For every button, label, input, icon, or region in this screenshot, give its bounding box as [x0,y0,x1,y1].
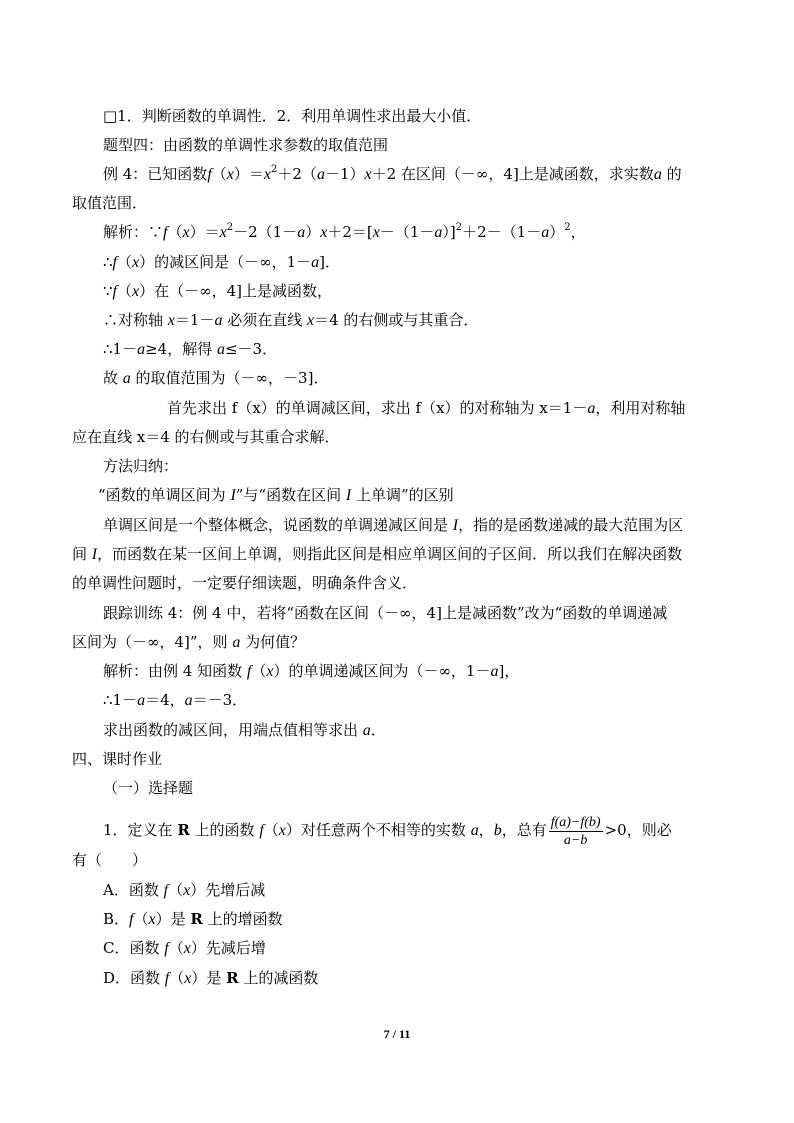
text: 例 4：已知函数 [103,165,208,183]
text: ＝4 的右侧或与其重合． [314,311,479,329]
math-var: x [183,940,191,957]
text: ）的减区间是（－∞，1－ [139,253,312,271]
text: 单调区间是一个整体概念，说函数的单调递减区间是 [103,516,453,534]
method-summary-line-2 [72,544,682,564]
math-var: I [345,487,352,504]
math-var: f [112,283,117,300]
text: ）＝ [233,165,264,183]
math-var: f [259,822,264,839]
text: 区间为（－∞，4]”，则 [72,633,233,651]
math-var: x [132,254,140,271]
text: ]． [319,253,341,271]
math-var: a [311,254,320,271]
text: ＝4， [145,691,185,709]
math-var: x [219,224,227,241]
text: 四、课时作业 [72,750,163,768]
text: 求出函数的减区间，用端点值相等求出 [103,721,363,739]
superscript: 2 [226,222,234,233]
solution-line-1 [103,222,586,242]
math-var: x [148,911,156,928]
text: －2（1－ [233,223,298,241]
practice-solution-line-1 [103,661,519,681]
question-1-line-2 [72,850,147,870]
math-var: x [263,166,272,183]
math-var: a [470,822,479,839]
solution-line-2 [103,252,340,272]
text: （ [263,821,279,839]
superscript: 2 [271,164,278,175]
subsection-heading-choice [103,778,193,798]
text: ）＝ [189,223,220,241]
text: （ [169,969,185,987]
option-a [103,880,265,900]
text: －1） [324,165,365,183]
text: ”与“函数在区间 [235,486,346,504]
text: B． [103,910,130,928]
text: 的 [661,165,682,183]
text: D．函数 [103,969,165,987]
text: ）] [442,223,456,241]
text: （ [168,939,184,957]
text: ） [305,223,321,241]
text: ，指的是函数递减的最大范围为区 [458,516,684,534]
text: ）是 [155,910,191,928]
page-number: 7 / 11 [383,1027,411,1041]
superscript: 2 [564,222,571,233]
text: 必须在直线 [222,311,307,329]
practice-hint [103,720,386,740]
math-var: x [167,312,175,329]
math-var: x [320,224,328,241]
math-var: x [372,224,380,241]
text: ，而函数在某一区间上单调，则指此区间是相应单调区间的子区间．所以我们在解决函数 [97,545,683,563]
method-summary-line-3 [72,573,417,593]
text: ＋2（ [277,165,317,183]
text: >0，则必 [604,821,672,839]
text: ∴1－ [103,340,138,358]
math-set: R [177,821,190,839]
math-var: x [184,970,192,987]
fraction-numerator: f(a)−f(b) [550,814,601,830]
text: ，总有 [501,821,547,839]
solution-line-6 [103,368,328,388]
math-var: a [214,312,223,329]
example-4-line-1 [103,164,682,184]
section-heading-type4 [103,135,388,155]
option-c [103,938,266,958]
math-var: a [587,400,596,417]
text: ≤－3． [224,340,278,358]
text: ∴1－ [103,691,138,709]
text: ． [370,721,386,739]
math-var: I [452,517,459,534]
math-var: a [316,166,325,183]
text: ＋2 在区间（－∞，4]上是减函数，求实数 [371,165,654,183]
math-var: x [183,882,191,899]
math-var: a [184,692,193,709]
math-var: f [163,224,168,241]
text: ， [570,223,586,241]
text: ∵ [103,282,113,300]
math-var: x [182,224,190,241]
text: ∴对称轴 [103,311,168,329]
text: 为何值？ [240,633,306,651]
hint-line-1 [167,398,685,418]
text-line-1 [103,106,481,126]
superscript: 2 [455,222,463,233]
section-heading-homework [72,749,162,769]
method-summary-line-1 [103,515,683,535]
math-set: R [226,969,239,987]
math-var: f [207,166,212,183]
practice-4-line-2 [72,632,305,652]
text: ）先增后减 [190,881,266,899]
math-var: f [112,254,117,271]
text: －（1－ [379,223,435,241]
text: ＝1－ [174,311,215,329]
text: 取值范围． [72,194,148,212]
method-summary-heading [103,456,178,476]
math-var: x [226,166,234,183]
text: ＝－3． [192,691,248,709]
text: ） [549,223,565,241]
math-var: I [91,546,98,563]
text: （ [211,165,227,183]
math-var: a [216,341,225,358]
text: ）先减后增 [190,939,266,957]
text: ）的单调递减区间为（－∞，1－ [273,662,491,680]
text: （一）选择题 [103,779,194,797]
practice-4-line-1 [103,603,667,623]
text: ， [478,821,494,839]
question-1-line-1 [103,812,672,848]
text: A．函数 [103,881,164,899]
text: 有（ ） [72,851,148,869]
text: （ [133,910,149,928]
math-var: f [129,911,134,928]
text: 题型四：由函数的单调性求参数的取值范围 [103,136,389,154]
math-set: R [190,910,203,928]
text: ∴ [103,253,113,271]
math-var: x [278,822,286,839]
math-var: x [266,663,274,680]
text: 上的函数 [189,821,260,839]
text: ，利用对称轴 [595,399,686,417]
method-summary-title [98,485,454,505]
practice-solution-line-2 [103,690,247,710]
example-4-line-2 [72,193,147,213]
math-var: a [122,370,131,387]
solution-line-3 [103,281,332,301]
text: 的取值范围为（－∞，－3]． [130,369,329,387]
text: ）在（－∞，4]上是减函数， [139,282,333,300]
math-var: a [297,224,306,241]
math-var: a [362,722,371,739]
solution-line-4 [103,310,478,330]
math-var: x [306,312,315,329]
text: 的单调性问题时，一定要仔细读题，明确条件含义． [72,574,418,592]
hint-line-2 [72,427,340,447]
math-var: a [137,341,146,358]
math-var: f [164,940,169,957]
text: 故 [103,369,123,387]
option-b [103,909,283,929]
math-var: x [132,283,140,300]
text: 方法归纳： [103,457,179,475]
math-var: f [246,663,252,680]
math-var: a [490,663,499,680]
math-var: f [163,882,169,899]
text: ＋2－（1－ [462,223,542,241]
text: （ [167,223,183,241]
solution-line-5 [103,339,277,359]
text: C．函数 [103,939,165,957]
math-var: a [232,634,241,651]
text: “函数的单调区间为 [98,486,231,504]
math-var: f [164,970,170,987]
math-var: I [230,487,236,504]
text: 间 [72,545,92,563]
text: 跟踪训练 4：例 4 中，若将“函数在区间（－∞，4]上是减函数”改为“函数的单调递减 [103,604,668,622]
math-var: b [493,822,502,839]
text: ]， [498,662,520,680]
text: 上单调”的区别 [351,486,454,504]
text: 应在直线 x＝4 的右侧或与其重合求解． [72,428,340,446]
text: （ [251,662,267,680]
text: （ [117,253,133,271]
text: ）是 [191,969,227,987]
text: 上的增函数 [202,910,283,928]
text: （ [168,881,184,899]
text: ≥4，解得 [145,340,217,358]
text: 首先求出 f（x）的单调减区间，求出 f（x）的对称轴为 x＝1－ [167,399,588,417]
text: 上的减函数 [238,969,319,987]
text: □1．判断函数的单调性．2．利用单调性求出最大小值． [103,107,482,125]
text: 解析：由例 4 知函数 [103,662,247,680]
math-var: a [434,224,443,241]
text: （ [117,282,133,300]
text: ）对任意两个不相等的实数 [285,821,471,839]
fraction [549,814,603,849]
math-var: x [364,166,372,183]
math-var: a [541,224,550,241]
text: ＋2＝[ [327,223,373,241]
text: 1．定义在 [103,821,178,839]
text: 解析：∵ [103,223,164,241]
math-var: a [137,692,146,709]
option-d [103,968,318,988]
math-var: a [653,166,662,183]
fraction-denominator: a−b [563,832,588,848]
